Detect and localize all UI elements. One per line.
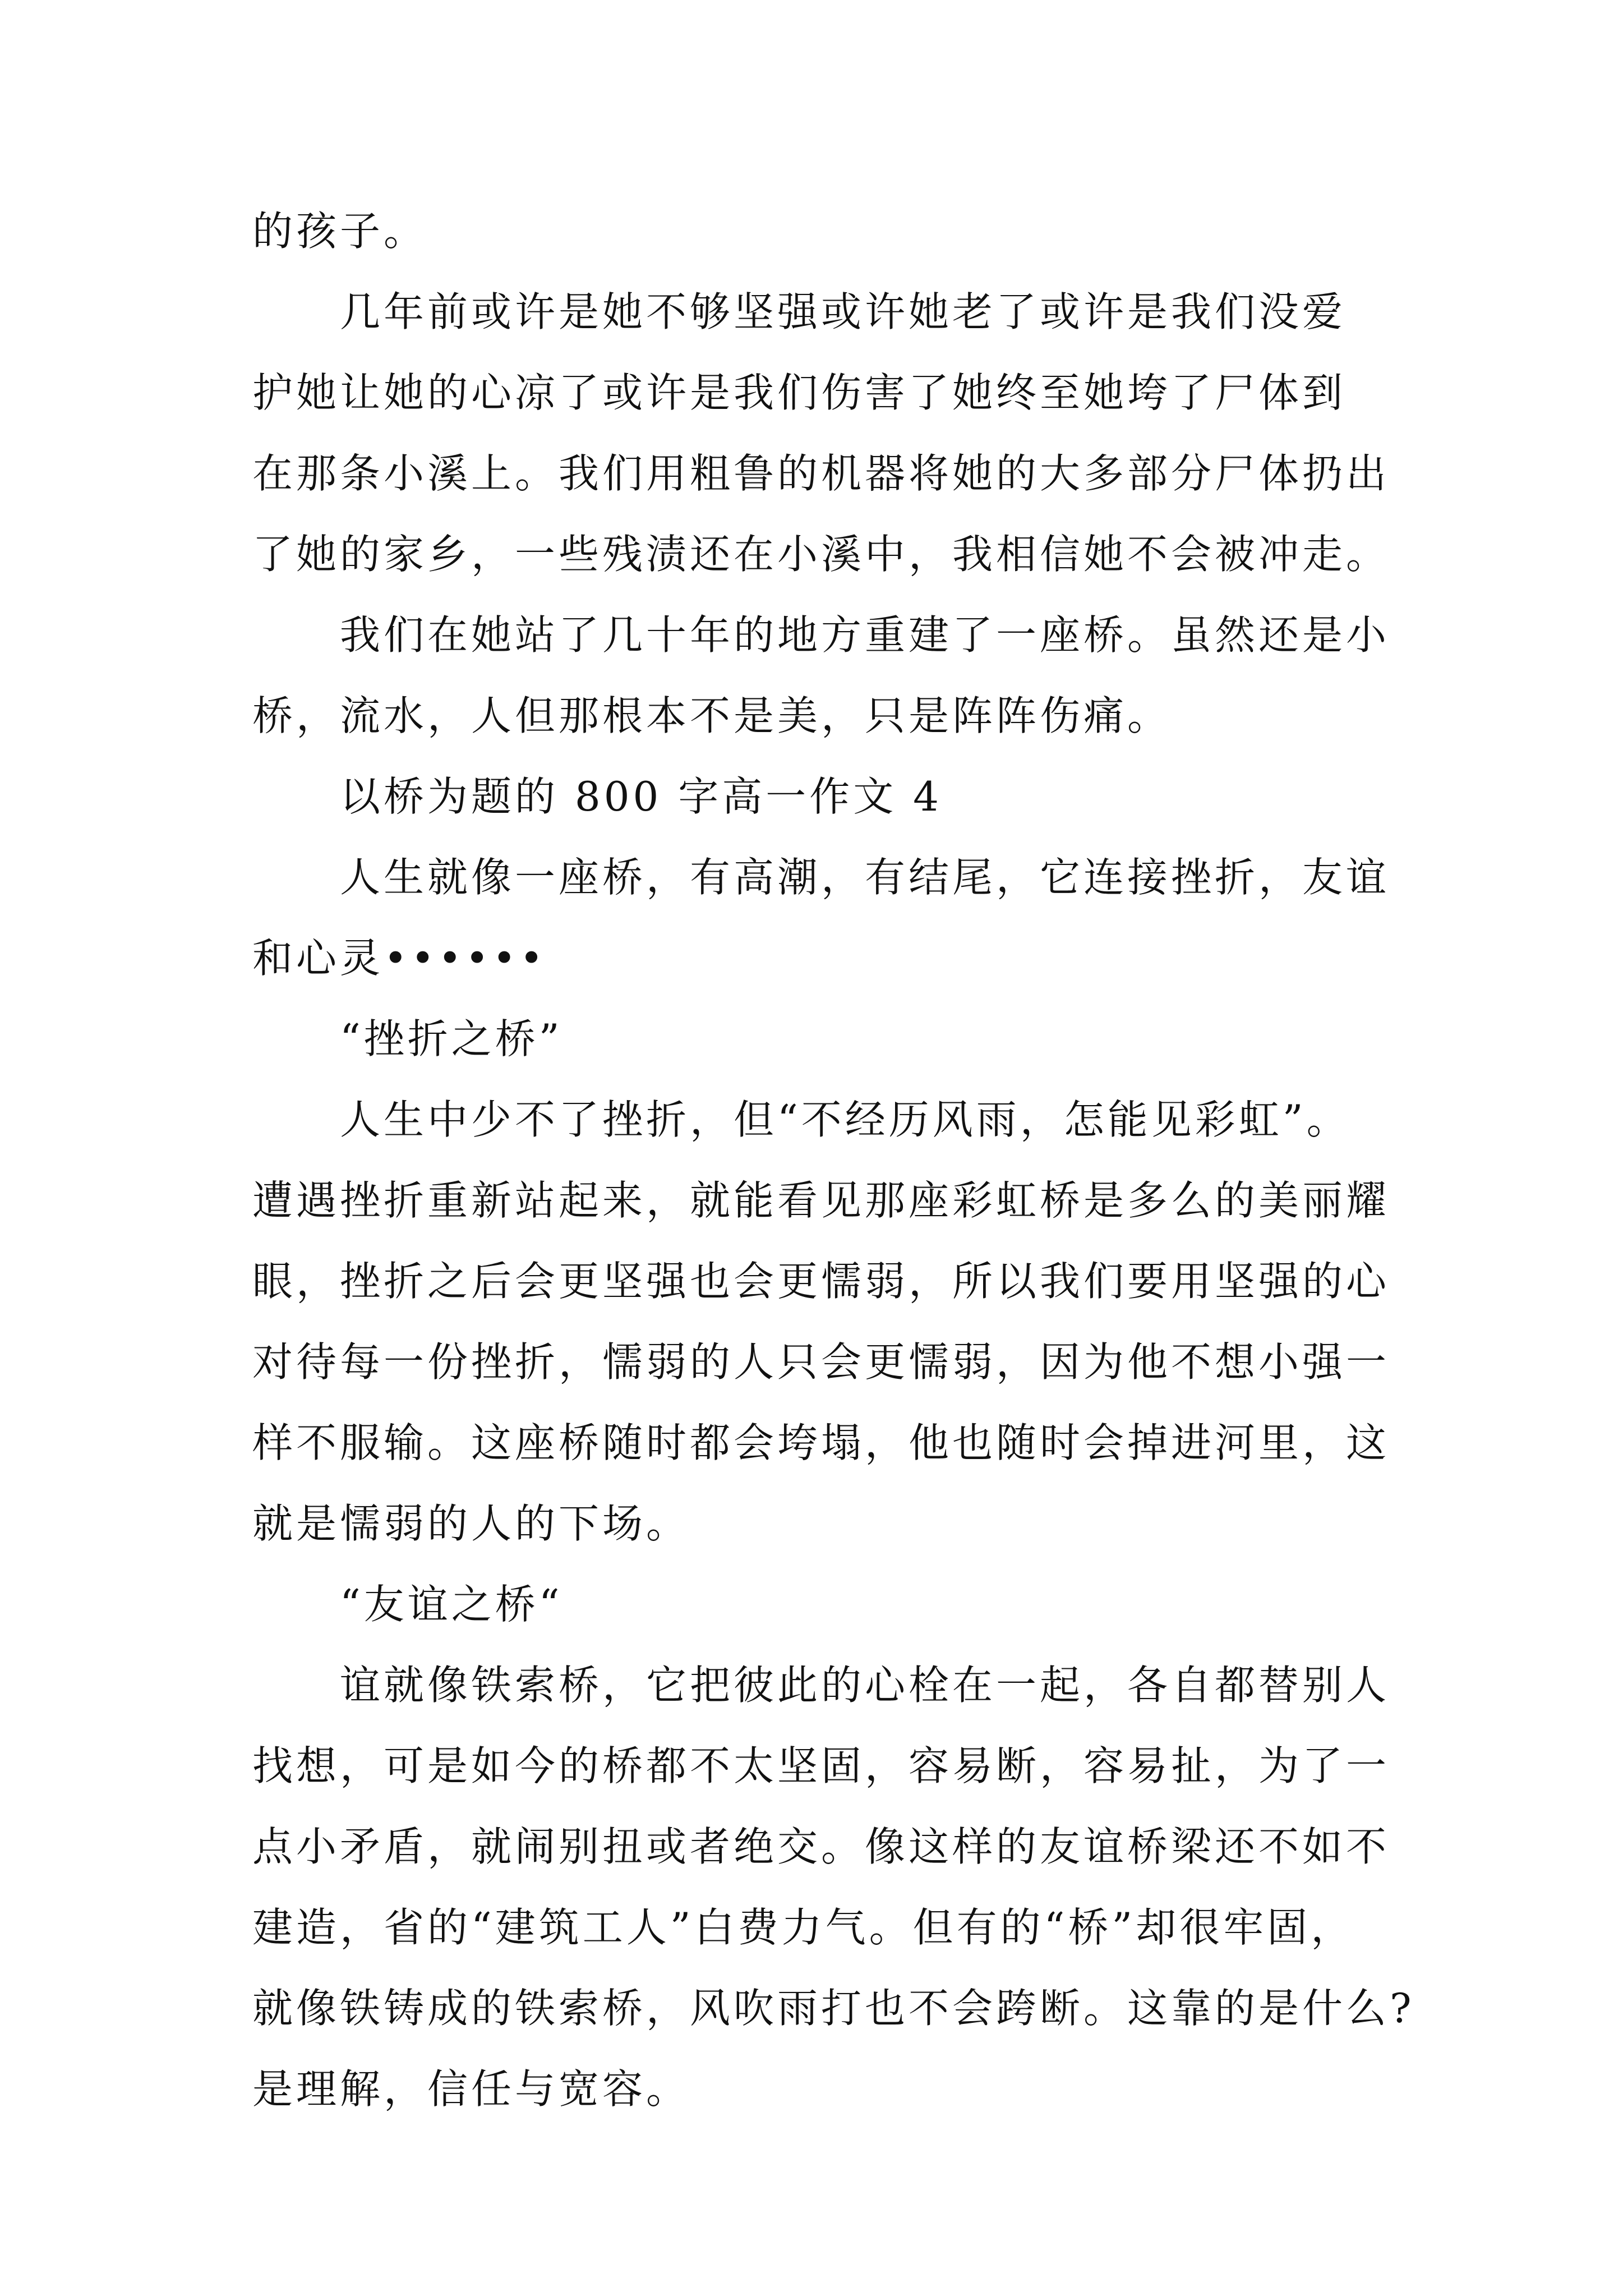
text-line: 是理解，信任与宽容。 [252,2065,690,2113]
text-line: 点小矛盾，就闹别扭或者绝交。像这样的友谊桥梁还不如不 [252,1823,1390,1870]
text-line: 桥，流水，人但那根本不是美，只是阵阵伤痛。 [252,692,1172,739]
text-line: 护她让她的心凉了或许是我们伤害了她终至她垮了尸体到 [252,369,1347,416]
text-line: 对待每一份挫折，懦弱的人只会更懦弱，因为他不想小强一 [252,1338,1390,1386]
text-line: 样不服输。这座桥随时都会垮塌，他也随时会掉进河里，这 [252,1419,1390,1466]
text-line: 人生中少不了挫折，但“不经历风雨，怎能见彩虹”。 [340,1096,1350,1143]
text-line: 找想，可是如今的桥都不太坚固，容易断，容易扯，为了一 [252,1742,1390,1789]
text-line: “挫折之桥” [340,1015,563,1062]
text-line: 我们在她站了几十年的地方重建了一座桥。虽然还是小 [340,611,1390,659]
text-line: 了她的家乡，一些残渍还在小溪中，我相信她不会被冲走。 [252,531,1390,578]
text-line: 遭遇挫折重新站起来，就能看见那座彩虹桥是多么的美丽耀 [252,1177,1390,1224]
text-line: 就像铁铸成的铁索桥，风吹雨打也不会跨断。这靠的是什么? [252,1985,1415,2032]
document-body [252,191,1415,2129]
text-line: 人生就像一座桥，有高潮，有结尾，它连接挫折，友谊 [340,854,1390,901]
text-line: 眼，挫折之后会更坚强也会更懦弱，所以我们要用坚强的心 [252,1258,1390,1305]
text-line: 的孩子。 [252,208,428,255]
text-line: 就是懦弱的人的下场。 [252,1500,690,1547]
text-line: 建造，省的“建筑工人”白费力气。但有的“桥”却很牢固， [252,1904,1355,1951]
text-line: 以桥为题的 800 字高一作文 4 [340,773,942,820]
text-line: 和心灵•••••• [252,935,547,982]
text-line: 谊就像铁索桥，它把彼此的心栓在一起，各自都替别人 [340,1662,1390,1709]
text-line: 在那条小溪上。我们用粗鲁的机器将她的大多部分尸体扔出 [252,450,1390,497]
text-line: 几年前或许是她不够坚强或许她老了或许是我们没爱 [340,288,1347,335]
text-line: “友谊之桥“ [340,1581,563,1628]
